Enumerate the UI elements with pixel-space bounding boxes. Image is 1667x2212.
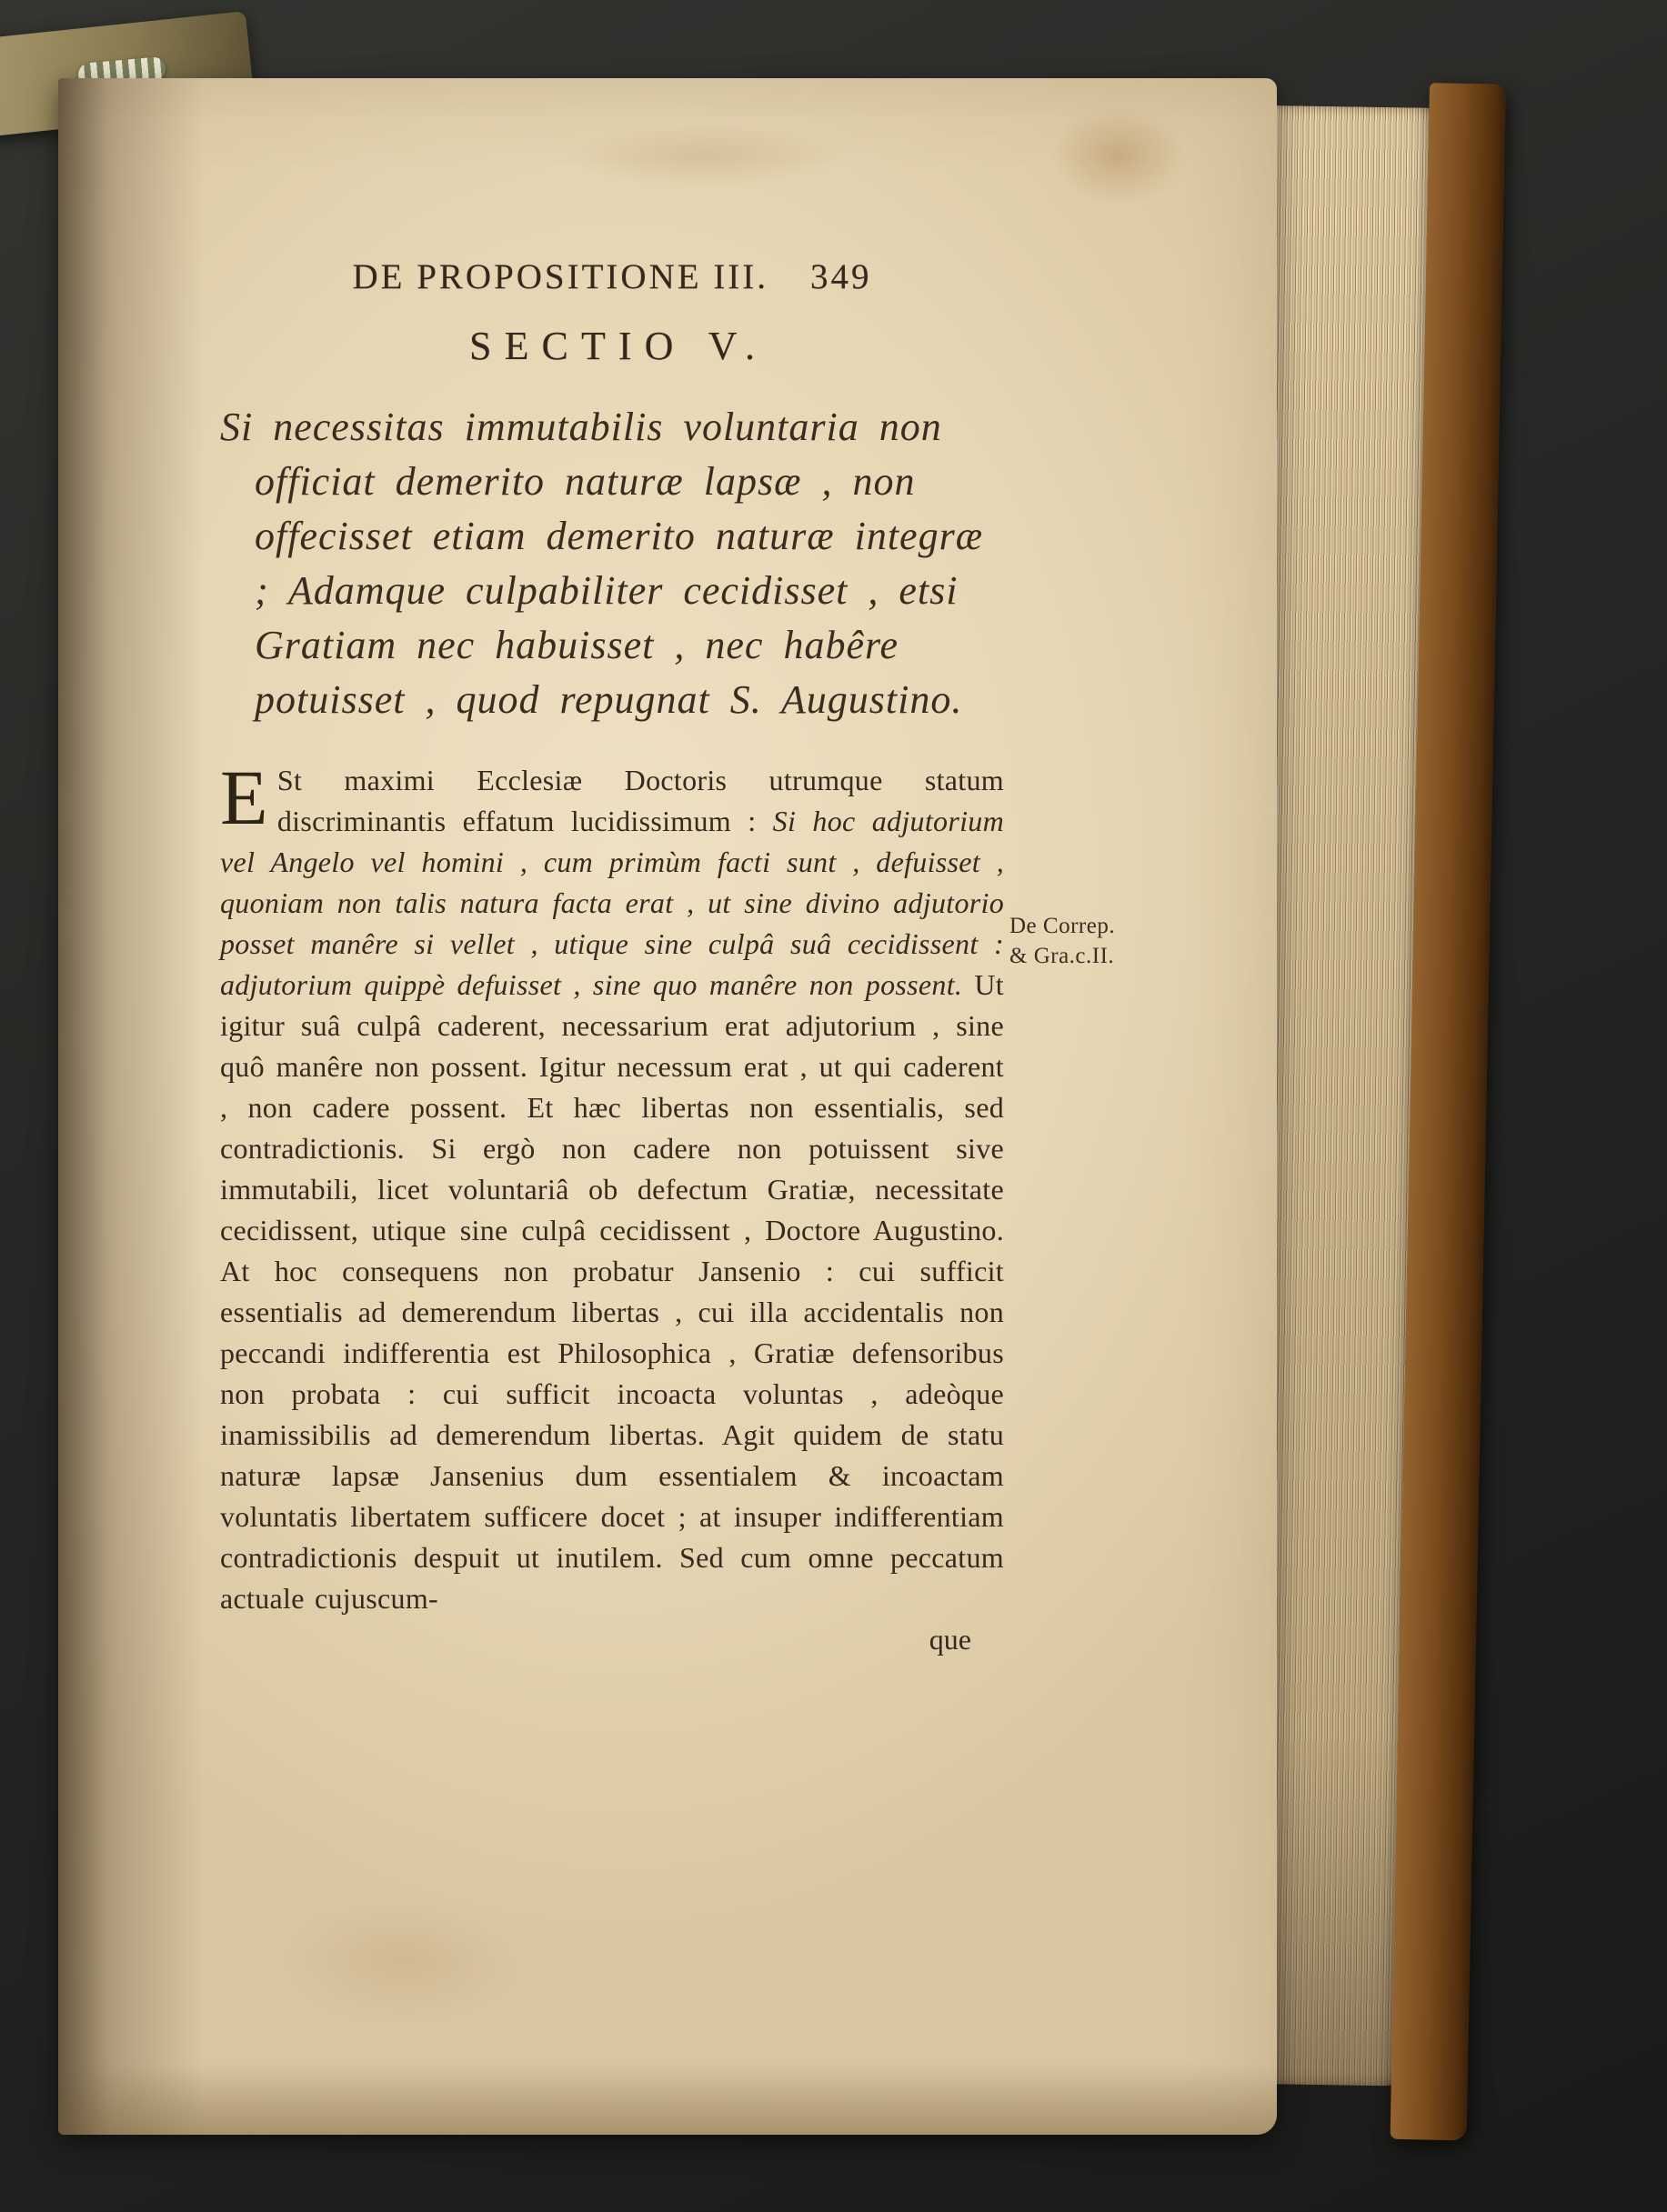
body-quote-italic: Si hoc adjutorium vel Angelo vel homini , cum primùm facti sunt , defuisset , quoniam non talis natura facta erat , ut sine divino adjutorio posset manêre si vellet , utique sine culpâ suâ cecidissent : adjutorium quippè defuisset , sine quo manêre non possent. [220,805,1004,1001]
body-rest: Ut igitur suâ culpâ caderent, necessarium erat adjutorium , sine quô manêre non possent. Igitur necessum erat , ut qui caderent , non cadere possent. Et hæc libertas non essentialis, sed contradictionis. Si ergò non cadere non potuissent sive immutabili, licet voluntariâ ob defectum Gratiæ, necessitate cecidissent, utique sine culpâ cecidissent , Doctore Augustino. At hoc consequens non probatur Jansenio : cui sufficit essentialis ad demerendum libertas , cui illa accidentalis non peccandi indifferentia est Philosophica , Gratiæ defensoribus non probata : cui sufficit incoacta voluntas , adeòque inamissibilis ad demerendum libertas. Agit quidem de statu naturæ lapsæ Jansenius dum essentialem & incoactam voluntatis libertatem sufficere docet ; at insuper indifferentiam contradictionis despuit ut inutilem. Sed cum omne peccatum actuale cujuscum- [220,968,1004,1615]
body-opening: St maximi Ecclesiæ Doctoris utrumque statum discriminantis effatum lucidissimum : [276,764,1004,837]
body-text [220,754,1004,1619]
section-title: SECTIO V. [469,324,768,368]
margin-note-line: De Correp. [1009,914,1116,938]
text-column [220,256,1004,1656]
paper-stain [286,1897,522,2024]
page-header-row [220,256,1004,297]
catchword: que [929,1623,971,1656]
margin-note-line: & Gra.c.II. [1009,944,1115,968]
page-bottom-shade [58,2062,1277,2135]
intro-quote: Si necessitas immutabilis voluntaria non officiat demerito naturæ lapsæ , non offecisset etiam demerito naturæ integræ ; Adamque culpabiliter cecidisset , etsi Gratiam nec habuisset , nec habêre potuisset , quod repugnat S. Augustino. [220,405,984,722]
book-page [58,78,1277,2135]
running-header: DE PROPOSITIONE III. [352,257,769,296]
gutter-shadow [58,78,204,2135]
page-number: 349 [810,257,872,296]
drop-cap: E [220,754,268,841]
margin-note [1009,911,1219,971]
paper-stain [567,124,840,187]
paper-stain [1049,105,1186,205]
